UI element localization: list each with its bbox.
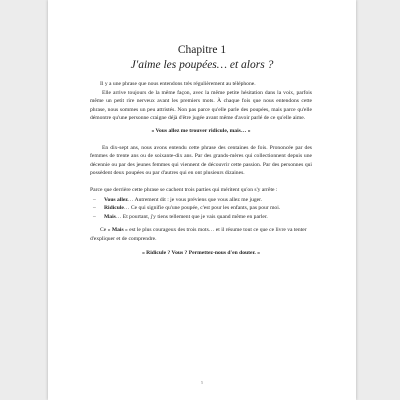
paragraph-text: » est le plus courageux des trois mots… et il résume tout ce que ce livre va tenter d'expliquer et de comprendre.: [90, 227, 307, 242]
page-number: 5: [201, 380, 203, 385]
chapter-number: Chapitre 1: [177, 44, 227, 56]
list-item: [90, 213, 312, 222]
paragraph: Elle arrive toujours de la même façon, avec la même petite hésitation dans la voix, parfois même un petit rire nerveux avant les premiers mots. À chaque fois que nous entendons cette phrase, nous sommes un peu attristés. Non pas parce qu'elle parle des poupées, mais parce qu'elle démontre qu'une personne craigne déjà d'être jugée avant même d'avoir parlé de ce qu'elle aime.: [90, 89, 312, 122]
paragraph: Parce que derrière cette phrase se cachent trois parties qui méritent qu'on s'y arrête :: [90, 186, 278, 193]
list-dash: –: [93, 205, 96, 212]
paragraph: En dix-sept ans, nous avons entendu cette phrase des centaines de fois. Prononcée par des femmes de trente ans ou de soixante-dix ans. Par des grands-mères qui collectionnent depuis une décennie ou par des jeunes femmes qui viennent de découvrir cette passion. Par des personnes qui possèdent deux poupées ou par d'autres qui en ont plusieurs dizaines.: [90, 144, 312, 177]
chapter-title: J'aime les poupées… et alors ?: [130, 59, 274, 71]
dash-list: [90, 196, 312, 222]
paragraph-text: Ce «: [100, 227, 112, 234]
list-item: [90, 196, 312, 205]
list-term: Ridicule: [104, 205, 124, 212]
list-item: [90, 204, 312, 213]
paragraph: [90, 226, 312, 243]
paragraph: Il y a une phrase que nous entendons très régulièrement au téléphone.: [100, 81, 256, 87]
pull-quote: « Vous allez me trouver ridicule, mais… »: [151, 127, 251, 134]
emphasis: Mais: [111, 227, 124, 234]
list-text: … Ce qui signifie qu'une poupée, c'est pour les enfants, pas pour moi.: [123, 205, 281, 212]
closing-quote: « Ridicule ? Vous ? Permettez-nous d'en douter. »: [141, 249, 261, 256]
document-page: [48, 0, 356, 400]
list-dash: –: [93, 213, 96, 220]
list-term: Vous allez: [104, 196, 128, 203]
list-dash: –: [93, 196, 96, 203]
list-term: Mais: [104, 213, 116, 220]
list-text: … Et pourtant, j'y tiens tellement que je vais quand même en parler.: [115, 213, 268, 220]
chapter-body: [90, 80, 312, 257]
list-text: … Autrement dit : je vous préviens que vous allez me juger.: [127, 196, 263, 203]
